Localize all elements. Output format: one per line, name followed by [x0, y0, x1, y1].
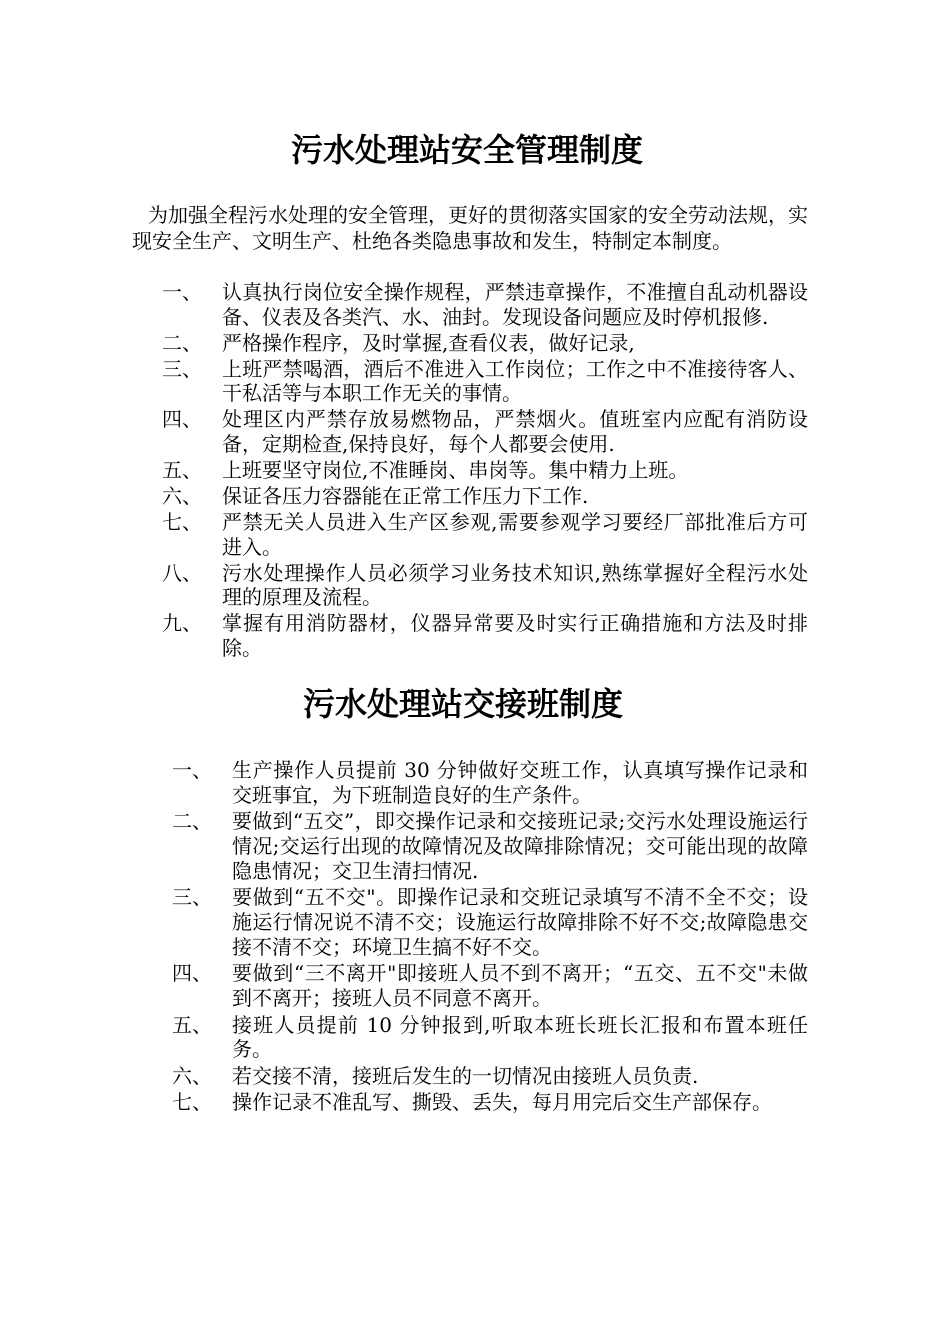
item-number: 七、	[162, 510, 202, 535]
list-item	[162, 331, 808, 356]
item-number: 二、	[162, 330, 202, 355]
item-number: 二、	[172, 809, 212, 834]
item-number: 三、	[162, 356, 202, 381]
safety-policy-intro: 为加强全程污水处理的安全管理，更好的贯彻落实国家的安全劳动法规，实现安全生产、文明生产、杜绝各类隐患事故和发生，特制定本制度。	[132, 203, 808, 253]
item-text: 严禁无关人员进入生产区参观,需要参观学习要经厂部批准后方可进入。	[222, 510, 808, 559]
safety-policy-title: 污水处理站安全管理制度	[290, 131, 643, 169]
item-text: 要做到“五不交"。即操作记录和交班记录填写不清不全不交；设施运行情况说不清不交；设施运行故障排除不好不交;故障隐患交接不清不交；环境卫生搞不好不交。	[232, 885, 808, 959]
item-text: 要做到“三不离开"即接班人员不到不离开；“五交、五不交"未做到不离开；接班人员不同意不离开。	[232, 961, 808, 1010]
item-number: 三、	[172, 885, 212, 910]
list-item	[162, 510, 808, 559]
list-item	[162, 561, 808, 610]
list-item	[172, 885, 808, 959]
item-number: 五、	[172, 1012, 212, 1037]
item-text: 保证各压力容器能在正常工作压力下工作.	[222, 483, 589, 508]
item-text: 接班人员提前 10 分钟报到,听取本班长班长汇报和布置本班任务。	[232, 1012, 808, 1062]
item-number: 四、	[162, 407, 202, 432]
list-item	[172, 1013, 808, 1062]
list-item	[162, 611, 808, 660]
item-text: 上班要坚守岗位,不准睡岗、串岗等。集中精力上班。	[222, 457, 689, 482]
list-item	[162, 280, 808, 329]
item-text: 污水处理操作人员必须学习业务技术知识,熟练掌握好全程污水处理的原理及流程。	[222, 560, 808, 610]
item-number: 一、	[162, 280, 202, 304]
item-number: 六、	[162, 483, 202, 508]
item-number: 一、	[172, 758, 212, 782]
safety-policy-list	[162, 280, 808, 662]
list-item	[162, 407, 808, 456]
list-item	[172, 809, 808, 883]
item-number: 六、	[172, 1063, 212, 1088]
item-text: 认真执行岗位安全操作规程，严禁违章操作，不准擅自乱动机器设备、仪表及各类汽、水、油封。发现设备问题应及时停机报修.	[222, 280, 808, 329]
item-number: 七、	[172, 1090, 212, 1115]
item-number: 五、	[162, 457, 202, 482]
list-item	[172, 1090, 808, 1115]
list-item	[172, 961, 808, 1010]
item-text: 若交接不清，接班后发生的一切情况由接班人员负责.	[232, 1063, 699, 1088]
item-number: 四、	[172, 961, 212, 986]
handover-policy-list	[172, 758, 808, 1117]
item-text: 严格操作程序，及时掌握,查看仪表，做好记录,	[222, 330, 635, 355]
list-item	[162, 357, 808, 406]
item-number: 八、	[162, 560, 202, 585]
item-text: 处理区内严禁存放易燃物品，严禁烟火。值班室内应配有消防设备，定期检查,保持良好，每个人都要会使用.	[222, 407, 808, 456]
item-text: 生产操作人员提前 30 分钟做好交班工作，认真填写操作记录和交班事宜，为下班制造良好的生产条件。	[232, 758, 808, 807]
item-text: 要做到“五交”，即交操作记录和交接班记录;交污水处理设施运行情况;交运行出现的故障情况及故障排除情况；交可能出现的故障隐患情况；交卫生清扫情况.	[232, 809, 808, 883]
item-number: 九、	[162, 611, 202, 636]
list-item	[172, 758, 808, 807]
list-item	[172, 1064, 808, 1089]
item-text: 上班严禁喝酒，酒后不准进入工作岗位；工作之中不准接待客人、干私活等与本职工作无关的事情。	[222, 356, 808, 406]
list-item	[162, 484, 808, 509]
list-item	[162, 458, 808, 483]
handover-policy-title: 污水处理站交接班制度	[302, 685, 623, 723]
item-text: 操作记录不准乱写、撕毁、丢失，每月用完后交生产部保存。	[232, 1090, 772, 1115]
item-text: 掌握有用消防器材，仪器异常要及时实行正确措施和方法及时排除。	[222, 611, 808, 660]
